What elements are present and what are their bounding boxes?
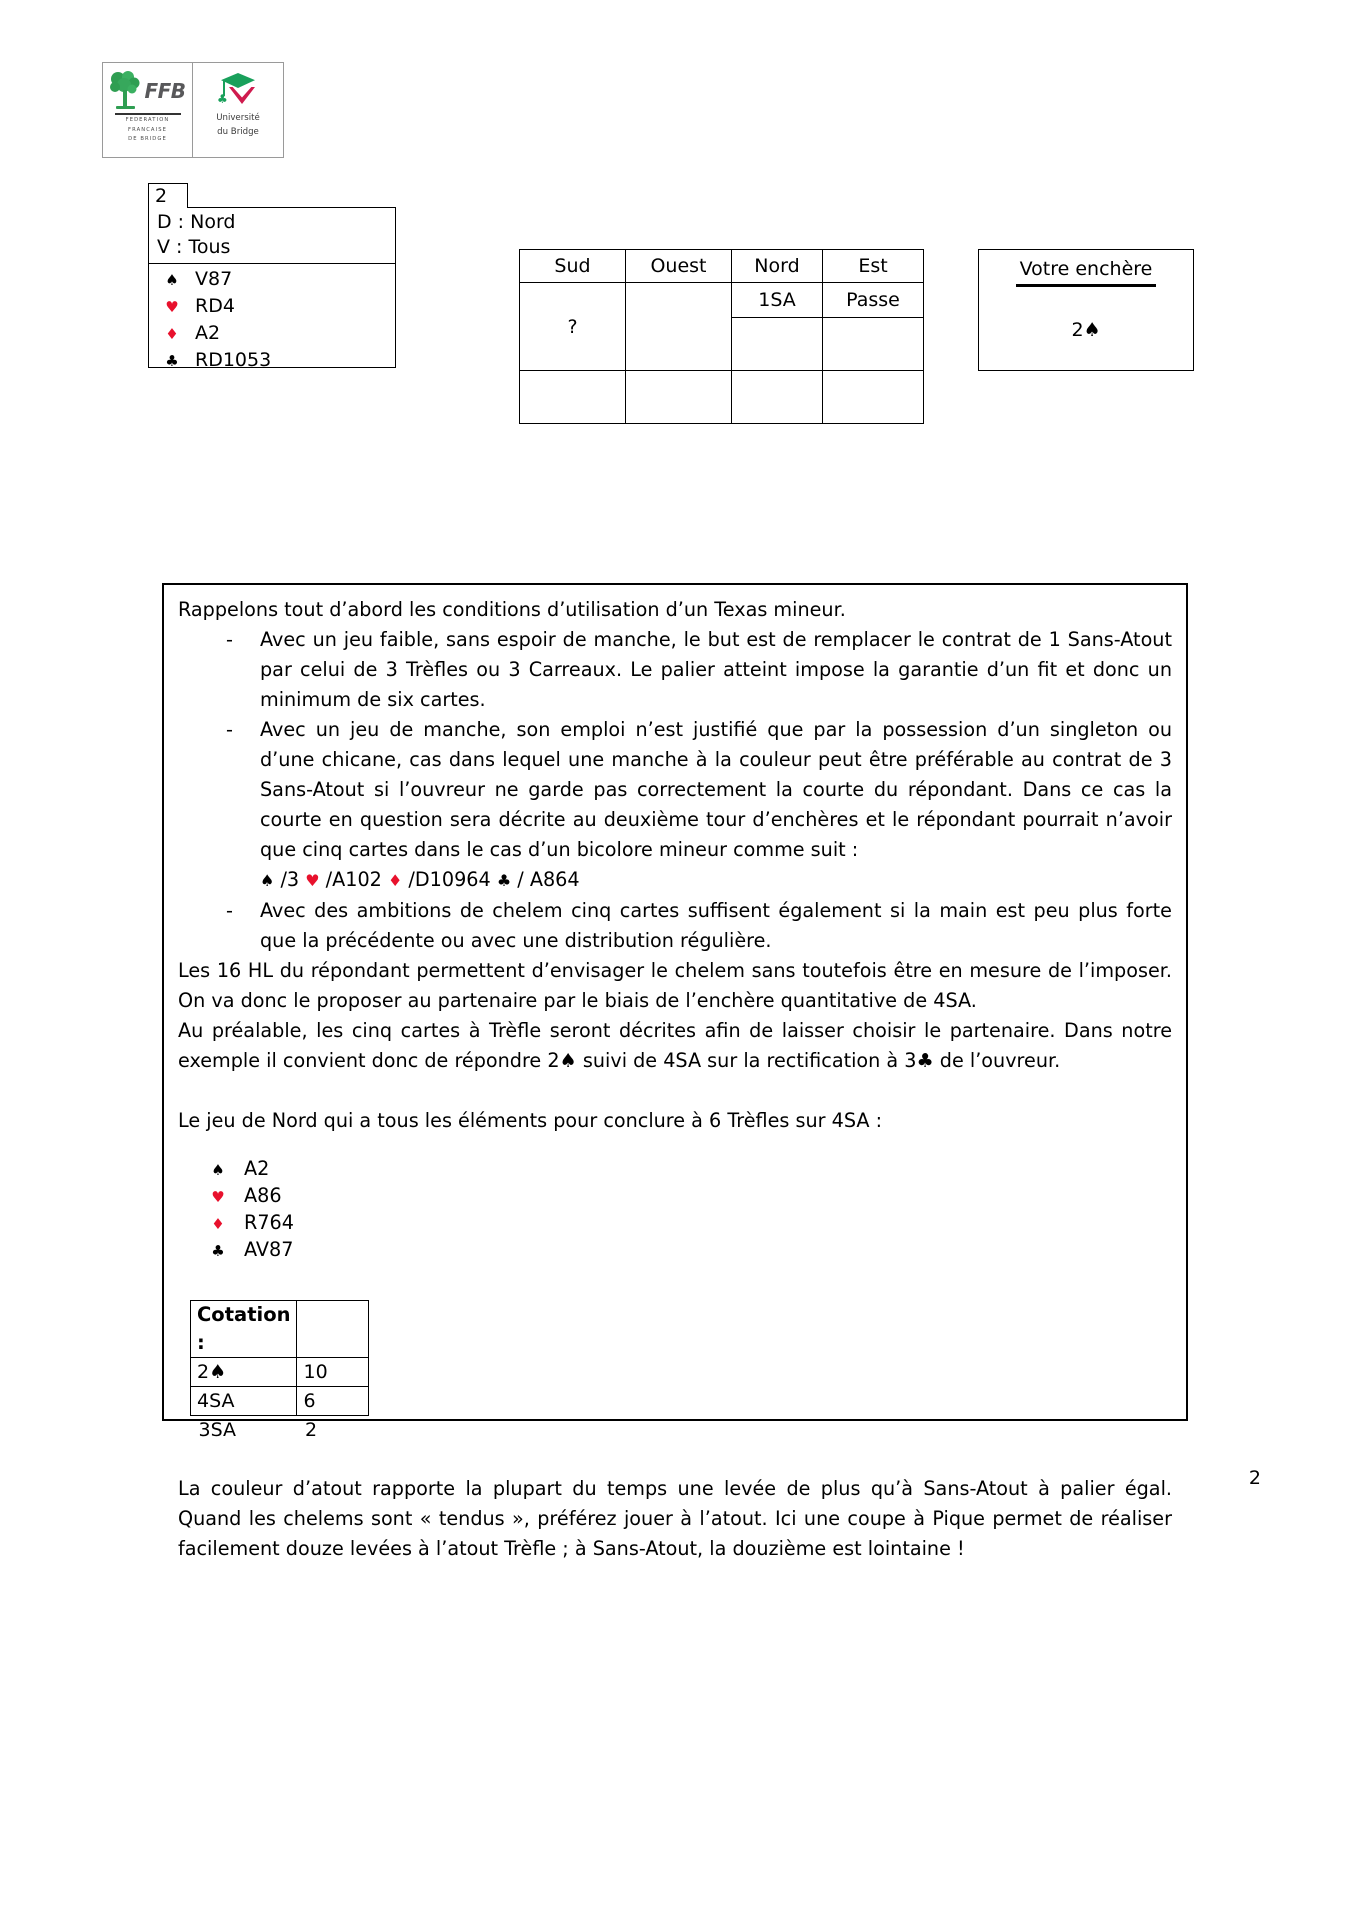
spacer [178,1444,1172,1474]
auction-row [520,371,924,424]
auction-header-row [520,250,924,283]
north-cards-diamond: R764 [244,1211,294,1234]
cotation-score-3: 2 [304,1419,318,1441]
cotation-score-2: 6 [297,1387,369,1416]
auction-header-est: Est [823,250,924,283]
universite-du-bridge-logo [193,63,283,157]
deal-number-tab: 2 [148,183,188,208]
hand-cards-diamond: A2 [195,322,221,344]
ffb-subtitle-line3: DE BRIDGE [128,136,167,143]
commentary-north-intro: Le jeu de Nord qui a tous les éléments pour conclure à 6 Trèfles sur 4SA : [178,1109,883,1132]
deal-hand-box [148,207,396,371]
auction-cell-sud-question: ? [520,283,626,371]
diamond-suit-icon: ♦ [211,1215,225,1233]
hand-cards-club: RD1053 [195,349,272,371]
auction-header-ouest: Ouest [626,250,732,283]
north-hand-row-spade [192,1156,1172,1183]
auction-cell-nord-empty-2 [732,371,823,424]
spacer [178,1264,1172,1294]
table-row [191,1416,369,1445]
cotation-bid-3: 3SA [198,1419,236,1441]
heart-suit-icon: ♥ [305,871,320,890]
auction-cell-est-empty [823,318,924,371]
auction-cell-est-empty-2 [823,371,924,424]
your-bid-box [978,249,1194,371]
cotation-title: Cotation : [191,1301,297,1358]
south-hand-cards [149,264,395,374]
vulnerability-label: V : Tous [157,236,231,258]
commentary-hl-paragraph: Les 16 HL du répondant permettent d’envisager le chelem sans toutefois être en mesure de l’imposer. On va donc le proposer au partenaire par le biais de l’enchère quantitative de 4SA. [178,959,1172,1012]
bicolore-text-3: /D10964 [402,868,497,891]
commentary-bullet-2: - Avec un jeu de manche, son emploi n’est justifié que par la possession d’un singleton ou d’une chicane, cas dans lequel une manche à la couleur peut être préférable au contrat de 3 Sans-Atout si l’ouvreur ne garde pas correctement la courte du répondant. Dans ce cas la courte en question sera décrite au deuxième tour d’enchères et le répondant pourrait n’avoir que cinq cartes dans le cas d’un bicolore mineur comme suit : [226,715,1172,865]
cotation-header-spacer [297,1301,369,1358]
universite-label-line1: Université [216,113,260,123]
ffb-divider [115,113,181,115]
cotation-bid-1: 2♠ [191,1358,297,1387]
commentary-prealable-paragraph: Au préalable, les cinq cartes à Trèfle seront décrites afin de laisser choisir le partenaire. Dans notre exemple il convient donc de répondre 2♠ suivi de 4SA sur la rectification à 3♣ de l’ouvreur. [178,1019,1172,1072]
north-cards-spade: A2 [244,1157,270,1180]
ffb-wordmark: FFB [144,79,186,103]
spade-suit-icon: ♠ [165,271,179,289]
commentary-bullet-1: - Avec un jeu faible, sans espoir de manche, le but est de remplacer le contrat de 1 Sans-Atout par celui de 3 Trèfles ou 3 Carreaux. Le palier atteint impose la garantie d’un fit et donc un minimum de six cartes. [226,625,1172,715]
diamond-suit-icon: ♦ [387,871,403,890]
your-bid-value: 2♠ [1071,319,1101,341]
bicolore-text-2: /A102 [319,868,388,891]
auction-header-nord: Nord [732,250,823,283]
cotation-table [190,1300,369,1444]
north-hand-row-diamond [192,1210,1172,1237]
cotation-bid-2: 4SA [191,1387,297,1416]
heart-suit-icon: ♥ [211,1188,225,1206]
bicolore-example-line [178,865,1172,896]
spacer [178,1076,1172,1106]
club-suit-icon: ♣ [165,352,179,370]
deal-conditions [149,208,395,264]
club-suit-icon: ♣ [211,1242,225,1260]
commentary-box [162,583,1188,1560]
cotation-score-1: 10 [297,1358,369,1387]
your-bid-title: Votre enchère [1016,256,1157,287]
spade-suit-icon: ♠ [211,1161,225,1179]
auction-cell-nord-1sa: 1SA [732,283,823,318]
commentary-bullets [178,625,1172,865]
commentary-intro: Rappelons tout d’abord les conditions d’utilisation d’un Texas mineur. [178,598,846,621]
club-suit-icon: ♣ [496,871,512,890]
auction-header-sud: Sud [520,250,626,283]
hand-row-spade [149,266,395,293]
heart-suit-icon: ♥ [165,298,179,316]
ffb-logo [103,63,193,157]
auction-cell-ouest-empty [626,371,732,424]
universite-label-line2: du Bridge [217,127,259,138]
hand-row-club [149,347,395,374]
spacer [178,1136,1172,1152]
bicolore-text-1: /3 [274,868,306,891]
auction-row [520,283,924,318]
table-row [191,1387,369,1416]
diamond-suit-icon: ♦ [165,325,179,343]
commentary-bullets-2 [178,896,1172,956]
commentary-bullet-3: - Avec des ambitions de chelem cinq cartes suffisent également si la main est peu plus forte que la précédente ou avec une distribution régulière. [226,896,1172,956]
hand-row-diamond [149,320,395,347]
ffb-subtitle-line2: FRANCAISE [128,126,167,133]
federation-logos [102,62,284,158]
graduation-cap-icon [215,70,261,110]
commentary-final-paragraph: La couleur d’atout rapporte la plupart du temps une levée de plus qu’à Sans-Atout à palier égal. Quand les chelems sont « tendus », préférez jouer à l’atout. Ici une coupe à Pique permet de réaliser facilement douze levées à l’atout Trèfle ; à Sans-Atout, la douzième est lointaine ! [178,1477,1172,1560]
auction-cell-est-passe: Passe [823,283,924,318]
ffb-tree-icon [109,70,185,110]
table-row [191,1358,369,1387]
dealer-label: D : Nord [157,211,236,233]
bicolore-text-4: / A864 [511,868,580,891]
north-cards-club: AV87 [244,1238,294,1261]
cotation-header-row [191,1301,369,1358]
club-suit-icon: ♣ [217,92,228,106]
hand-cards-spade: V87 [195,268,233,290]
hand-row-heart [149,293,395,320]
hand-cards-heart: RD4 [195,295,235,317]
auction-table [519,249,924,424]
auction-cell-nord-empty [732,318,823,371]
north-hand-cards [178,1156,1172,1264]
north-hand-row-heart [192,1183,1172,1210]
north-cards-heart: A86 [244,1184,282,1207]
auction-cell-sud-empty [520,371,626,424]
spade-suit-icon: ♠ [260,871,275,890]
north-hand-row-club [192,1237,1172,1264]
ffb-subtitle-line1: FEDERATION [125,117,170,123]
page-number: 2 [1248,1467,1261,1489]
auction-cell-ouest [626,283,732,371]
